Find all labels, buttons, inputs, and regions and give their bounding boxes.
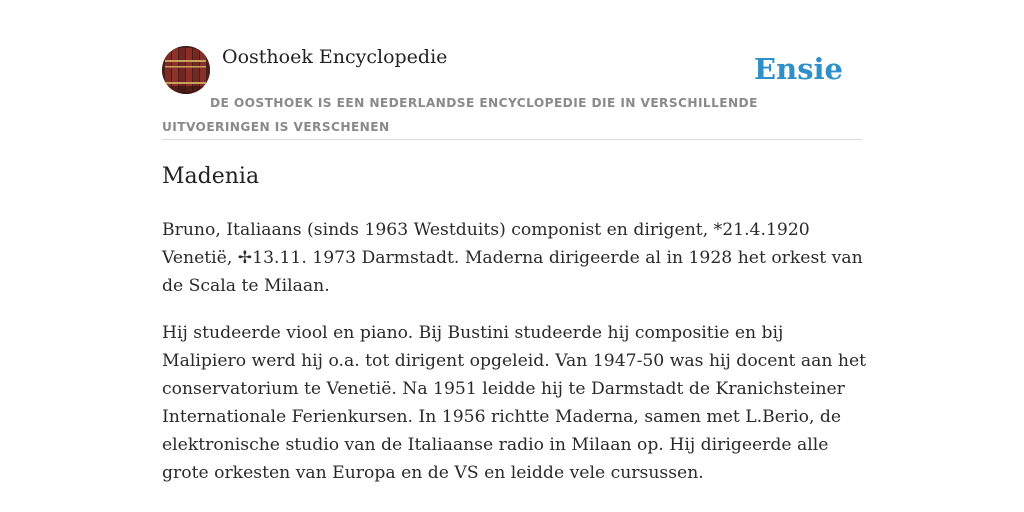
header-divider bbox=[162, 139, 862, 140]
site-tagline: DE OOSTHOEK IS EEN NEDERLANDSE ENCYCLOPEDIE DIE IN VERSCHILLENDE UITVOERINGEN IS VERSCHENEN bbox=[162, 96, 758, 134]
encyclopedia-books-icon[interactable] bbox=[162, 46, 210, 94]
brand-logo[interactable]: Ensie bbox=[754, 52, 843, 86]
entry-paragraph: Hij studeerde viool en piano. Bij Bustini studeerde hij compositie en bij Malipiero werd hij o.a. tot dirigent opgeleid. Van 1947-50 was hij docent aan het conservatorium te Venetië. Na 1951 leidde hij te Darmstadt de Kranichsteiner Internationale Ferienkursen. In 1956 richtte Maderna, samen met L.Berio, de elektronische studio van de Italiaanse radio in Milaan op. Hij dirigeerde alle grote orkesten van Europa en de VS en leidde vele cursussen. bbox=[162, 323, 867, 483]
site-title[interactable]: Oosthoek Encyclopedie bbox=[222, 46, 448, 68]
entry-title: Madenia bbox=[162, 164, 260, 189]
entry-paragraph: Bruno, Italiaans (sinds 1963 Westduits) componist en dirigent, *21.4.1920 Venetië, ✢13.11. 1973 Darmstadt. Maderna dirigeerde al in 1928 het orkest van de Scala te Milaan. bbox=[162, 220, 863, 296]
